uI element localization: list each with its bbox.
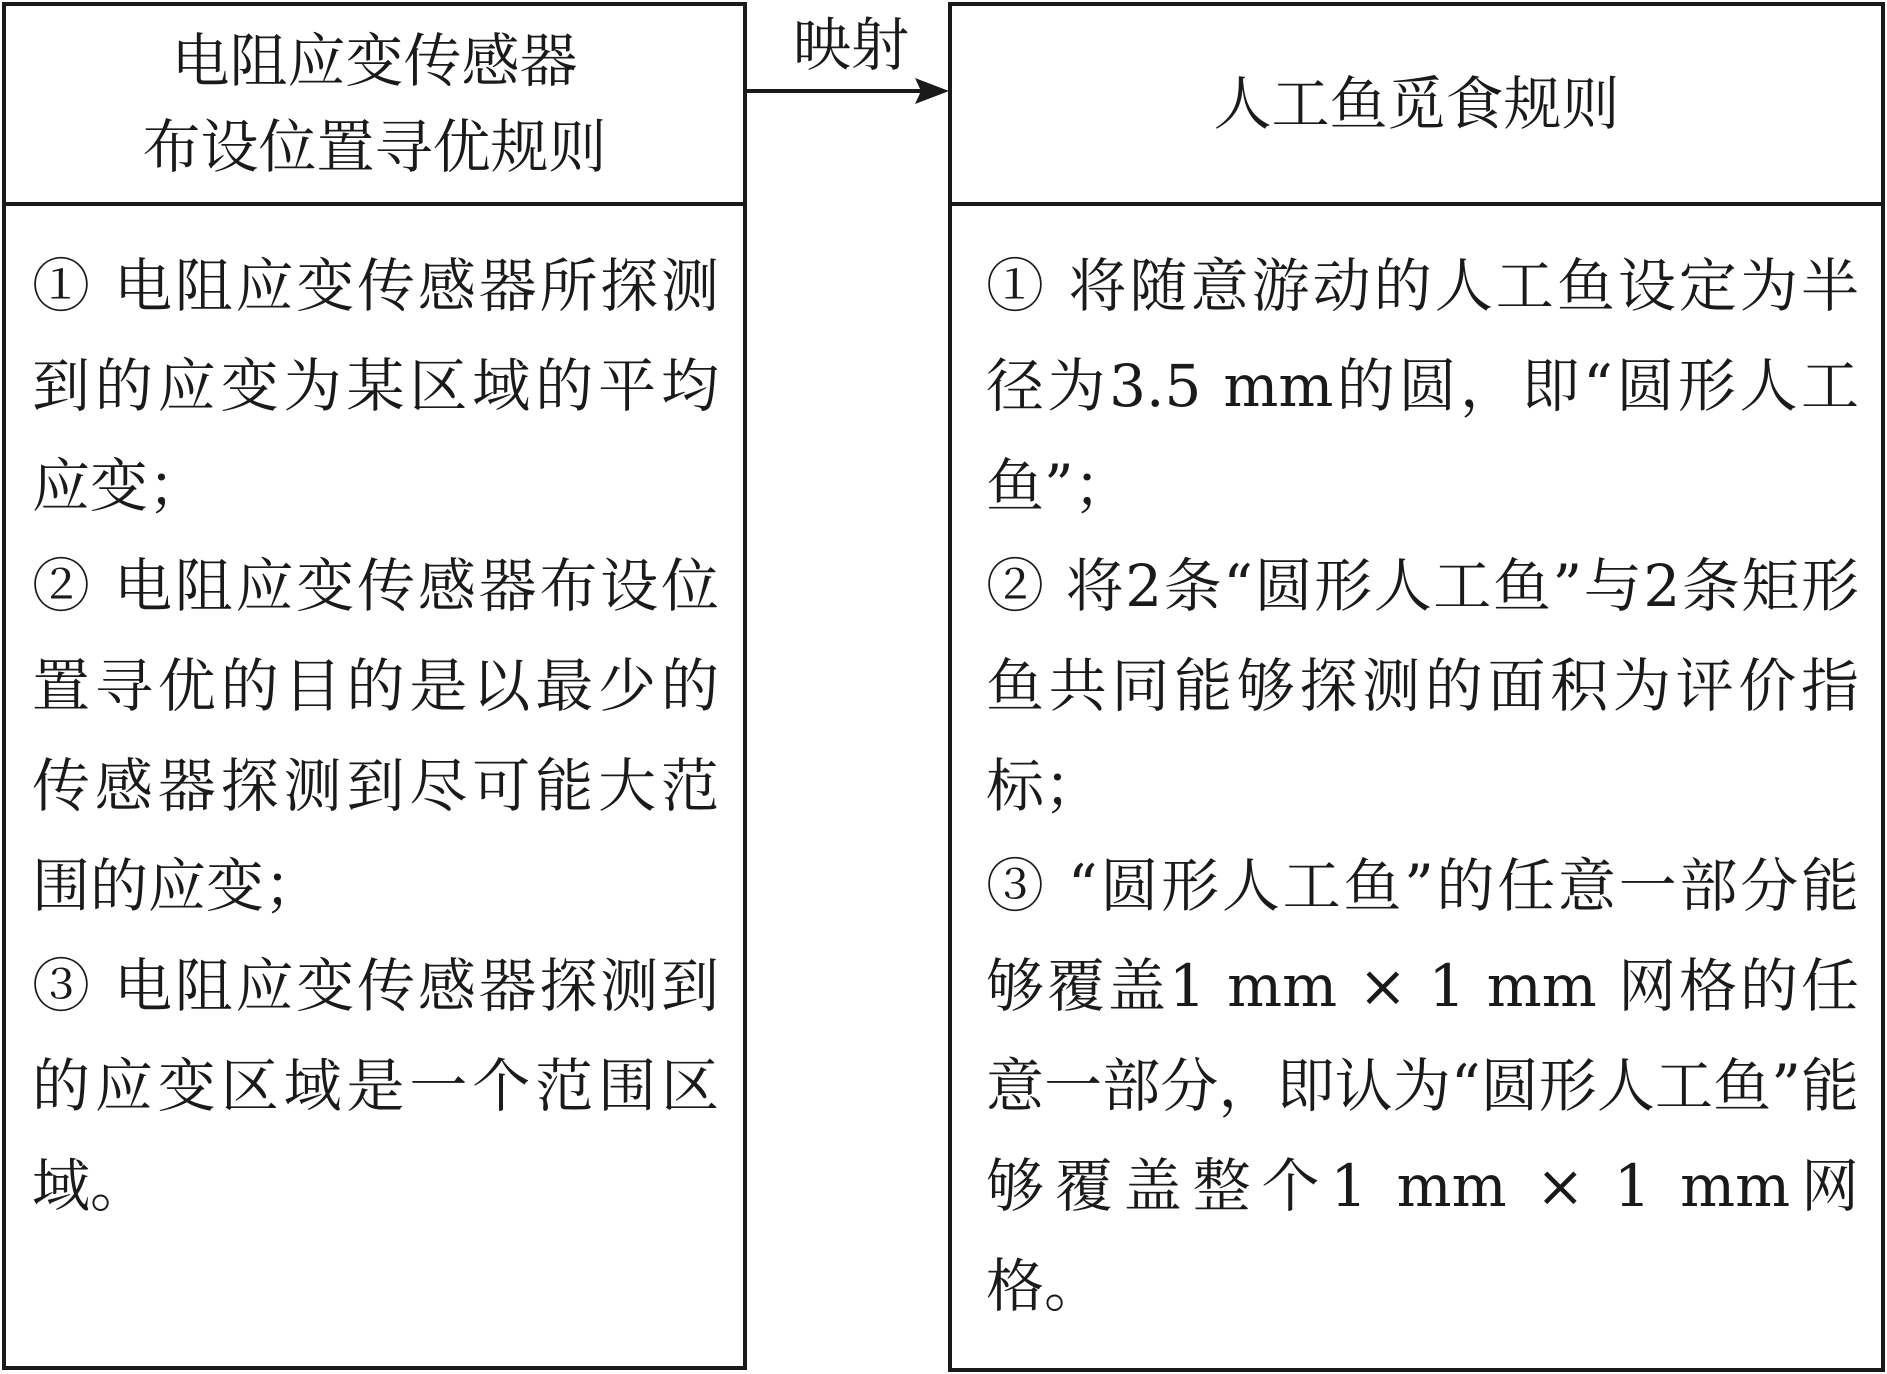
sensor-rule-2: ② 电阻应变传感器布设位置寻优的目的是以最少的传感器探测到尽可能大范围的应变； [32, 552, 719, 920]
fish-foraging-title-line-1: 人工鱼觅食规则 [1213, 70, 1620, 138]
sensor-rule-3: ③ 电阻应变传感器探测到的应变区域是一个范围区域。 [32, 952, 719, 1220]
mapping-connector [743, 0, 951, 140]
sensor-rules-title-line-1: 电阻应变传感器 [171, 27, 578, 95]
sensor-rules-header [6, 6, 743, 206]
fish-rule-3: ③ “圆形人工鱼”的任意一部分能够覆盖1 mm × 1 mm 网格的任意一部分，即认为“圆形人工鱼”能够覆盖整个1 mm × 1 mm网格。 [986, 852, 1859, 1320]
fish-foraging-header [952, 6, 1881, 206]
mapping-label: 映射 [792, 11, 909, 79]
fish-rule-1: ① 将随意游动的人工鱼设定为半径为3.5 mm的圆，即“圆形人工鱼”； [986, 252, 1859, 520]
sensor-rules-panel [2, 2, 747, 1370]
sensor-rule-1: ① 电阻应变传感器所探测到的应变为某区域的平均应变； [32, 252, 719, 520]
fish-foraging-title [1213, 61, 1619, 147]
mapping-arrow [743, 0, 951, 140]
sensor-rules-title [142, 18, 606, 190]
fish-rule-2: ② 将2条“圆形人工鱼”与2条矩形鱼共同能够探测的面积为评价指标； [986, 552, 1859, 820]
sensor-rules-body [6, 206, 743, 1366]
sensor-rules-title-line-2: 布设位置寻优规则 [142, 113, 607, 181]
fish-foraging-body [952, 206, 1881, 1368]
fish-foraging-panel [948, 2, 1885, 1372]
